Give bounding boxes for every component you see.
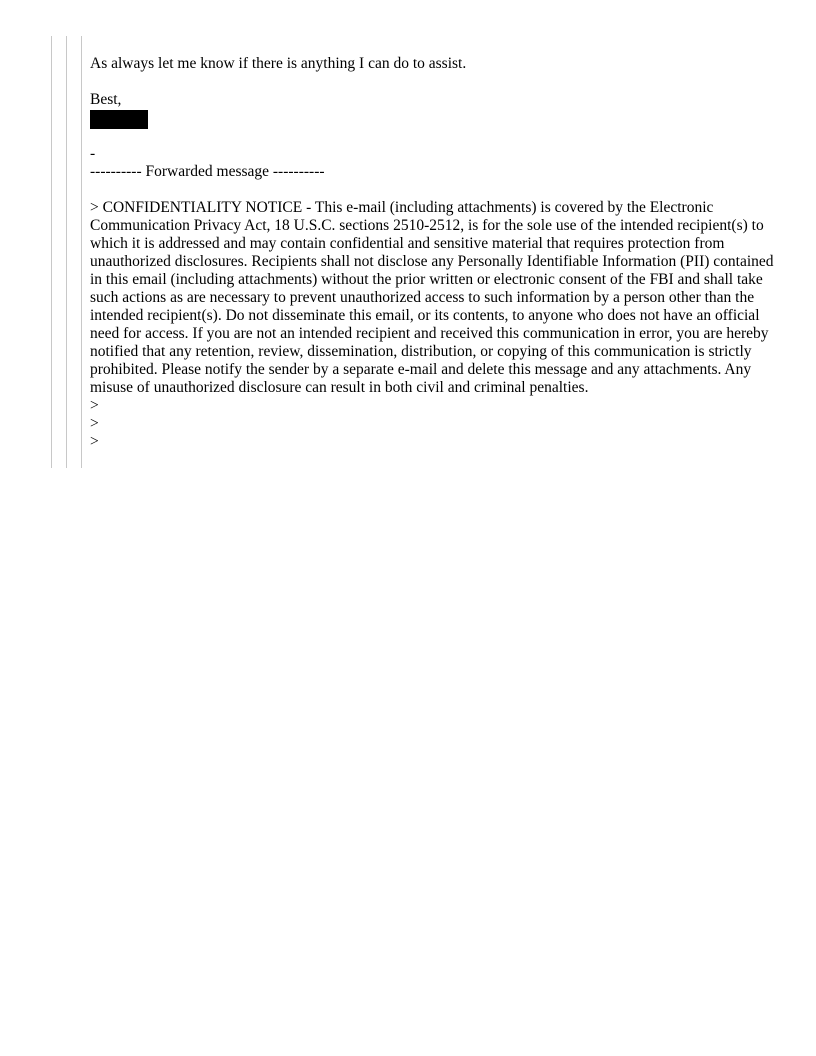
blank-line xyxy=(90,73,780,91)
dash-separator: - xyxy=(90,145,96,162)
closing-line: As always let me know if there is anything I can do to assist. xyxy=(90,55,467,72)
quote-level-bar-1 xyxy=(51,36,52,468)
quote-level-bar-2 xyxy=(66,36,67,468)
blank-line xyxy=(90,131,780,145)
signoff: Best, xyxy=(90,91,122,108)
confidentiality-notice: > CONFIDENTIALITY NOTICE - This e-mail (including attachments) is covered by the Electronic Communication Privacy Act, 18 U.S.C. sections 2510-2512, is for the sole use of the intended recipient(s) to which it is addressed and may contain confidential and sensitive material that requires protection from unauthorized disclosures. Recipients shall not disclose any Personally Identifiable Information (PII) contained in this email (including attachments) without the prior written or electronic consent of the FBI and shall take such actions as are necessary to prevent unauthorized access to such information by a person other than the intended recipient(s). Do not disseminate this email, or its contents, to anyone who does not have an official need for access. If you are not an intended recipient and received this communication in error, you are hereby notified that any retention, review, dissemination, distribution, or copying of this communication is strictly prohibited. Please notify the sender by a separate e-mail and delete this message and any attachments. Any misuse of unauthorized disclosure can result in both civil and criminal penalties. xyxy=(90,199,774,396)
forwarded-message-header: ---------- Forwarded message ---------- xyxy=(90,163,325,180)
quote-marker: > xyxy=(90,397,99,414)
quote-marker: > xyxy=(90,415,99,432)
quote-marker: > xyxy=(90,433,99,450)
email-body xyxy=(90,55,780,451)
signature-redaction-row xyxy=(90,109,780,131)
blank-line xyxy=(90,181,780,199)
redacted-signature-block xyxy=(90,110,148,129)
quote-level-bar-3 xyxy=(81,36,82,468)
